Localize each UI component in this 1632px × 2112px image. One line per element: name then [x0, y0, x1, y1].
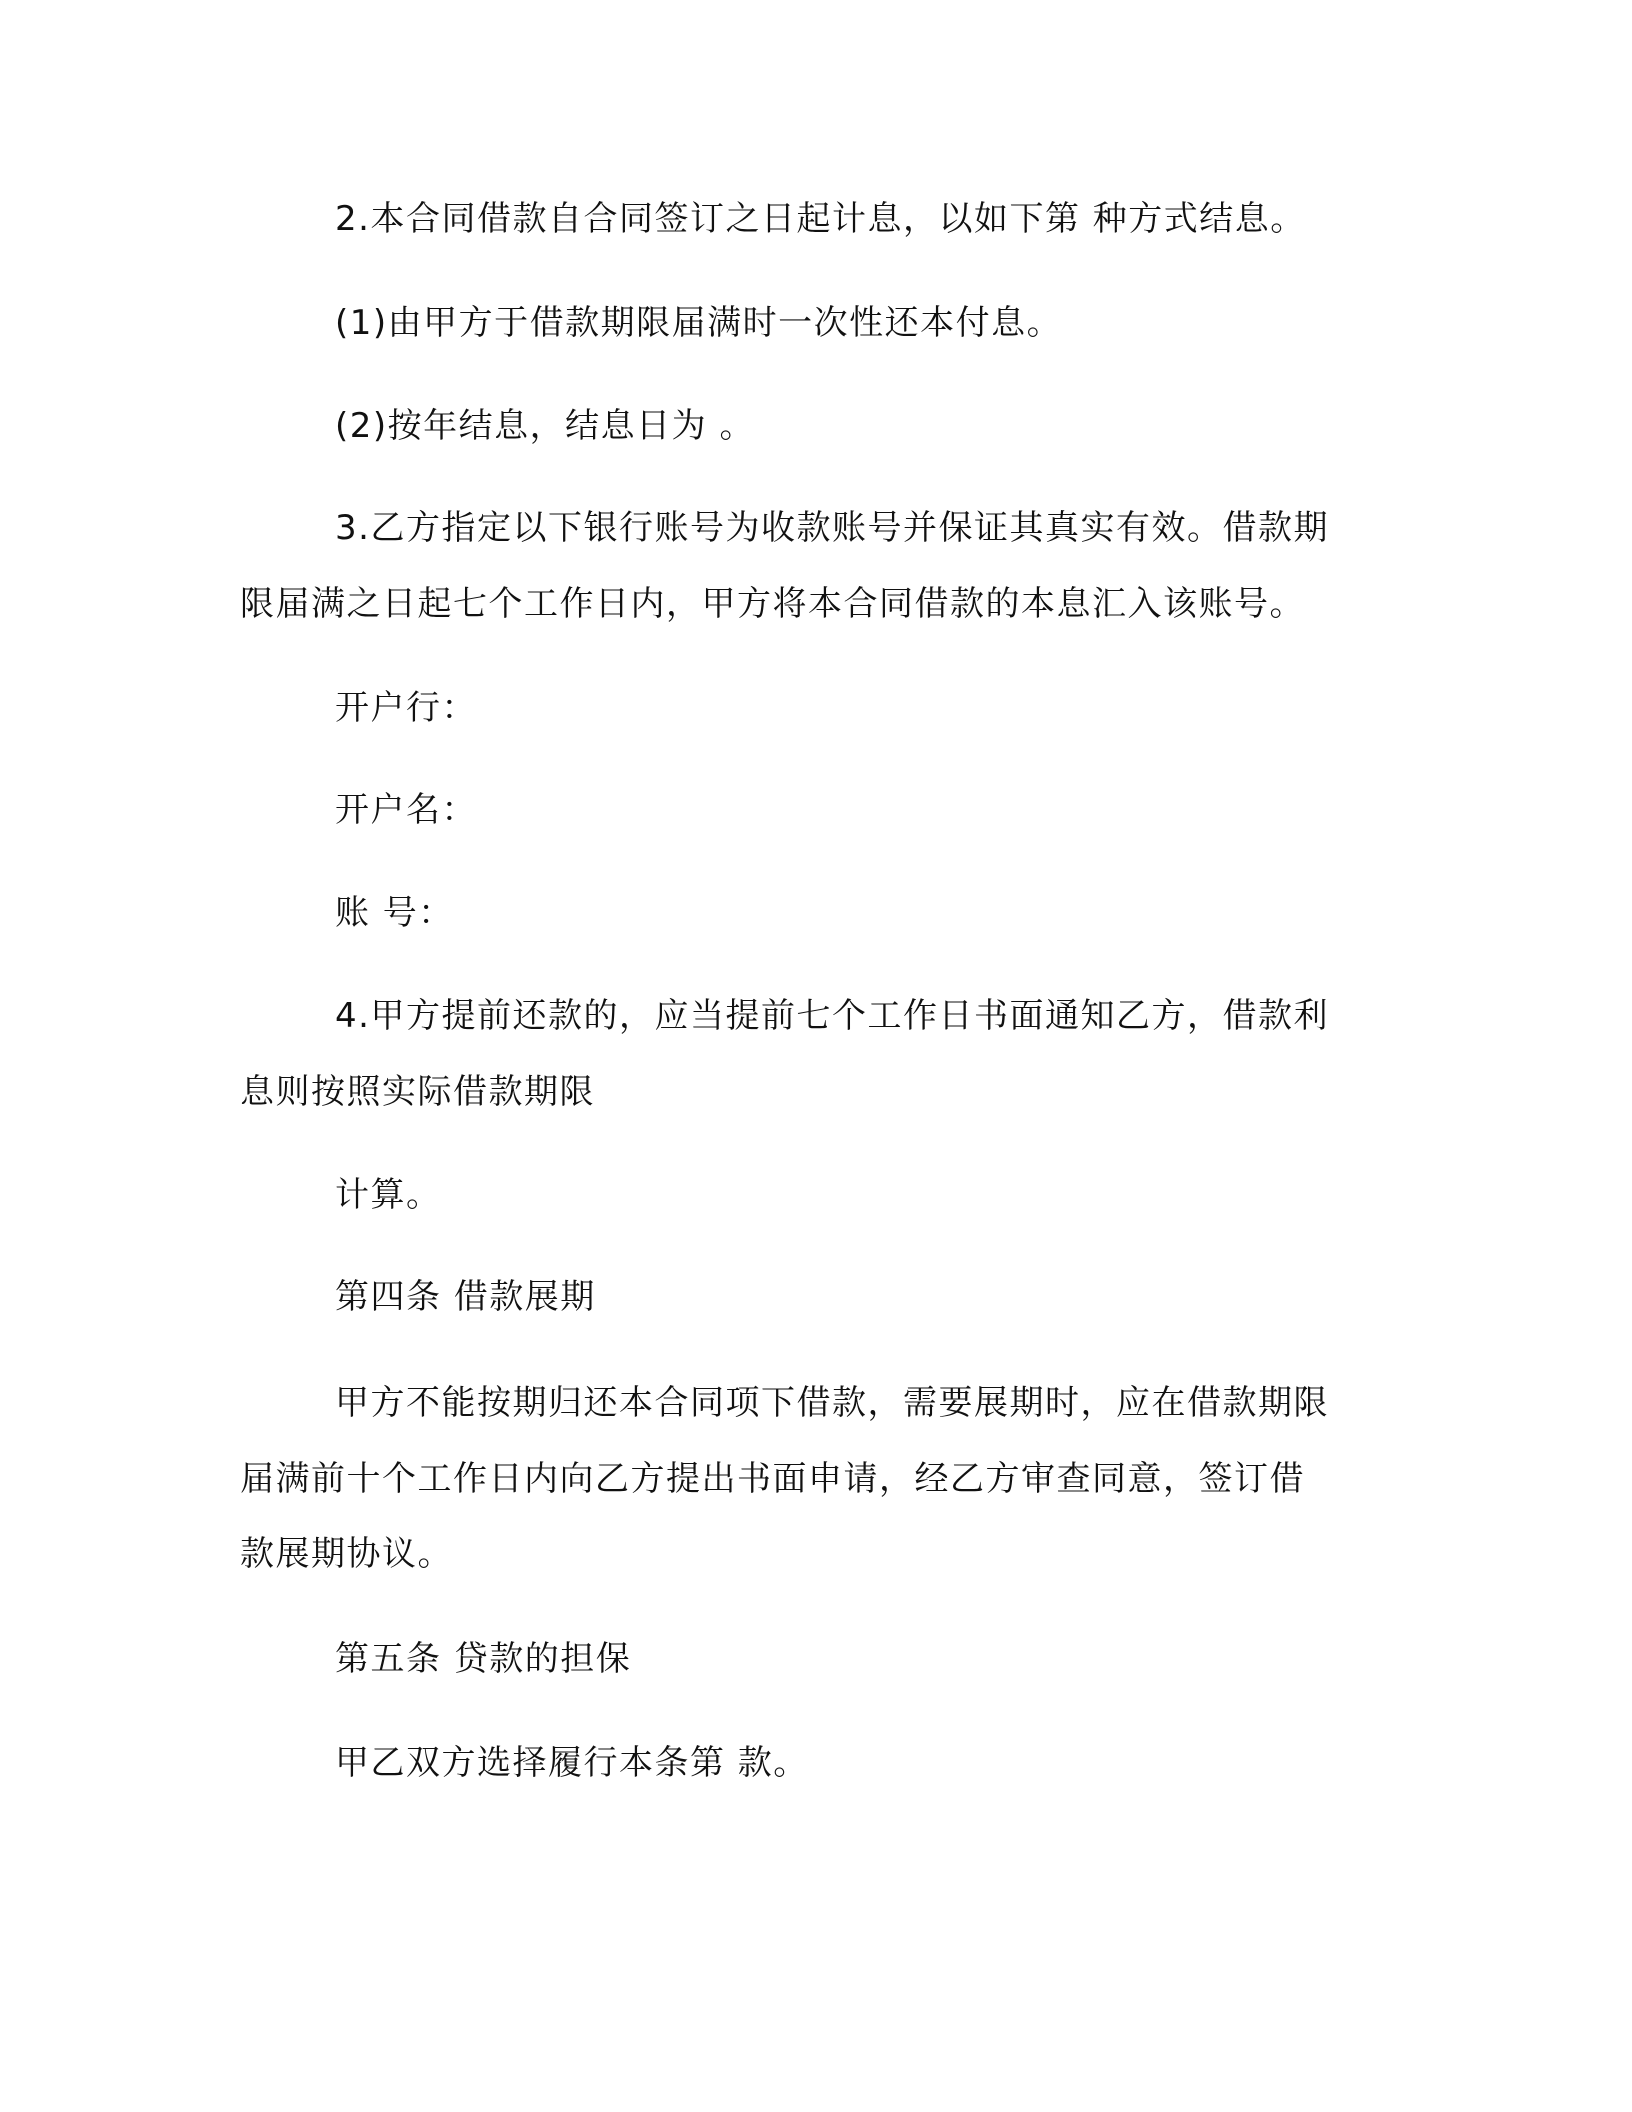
article-4-line-3: 款展期协议。	[240, 1534, 453, 1574]
article-5-heading: 第五条 贷款的担保	[335, 1639, 632, 1679]
option-1-line: (1)由甲方于借款期限届满时一次性还本付息。	[335, 303, 1063, 343]
clause-4-line-3: 计算。	[335, 1175, 442, 1215]
clause-4-line-1: 4.甲方提前还款的，应当提前七个工作日书面通知乙方，借款利	[335, 996, 1329, 1036]
article-4-line-1: 甲方不能按期归还本合同项下借款，需要展期时，应在借款期限	[335, 1383, 1329, 1423]
account-name-label: 开户名：	[335, 790, 477, 830]
clause-2-interest-line: 2.本合同借款自合同签订之日起计息，以如下第 种方式结息。	[335, 199, 1306, 239]
account-number-label: 账 号：	[335, 893, 454, 933]
article-5-line-1: 甲乙双方选择履行本条第 款。	[335, 1743, 809, 1783]
clause-3-line-1: 3.乙方指定以下银行账号为收款账号并保证其真实有效。借款期	[335, 508, 1329, 548]
article-4-heading: 第四条 借款展期	[335, 1277, 596, 1317]
option-2-line: (2)按年结息，结息日为 。	[335, 406, 755, 446]
article-4-line-2: 届满前十个工作日内向乙方提出书面申请，经乙方审查同意，签订借	[240, 1459, 1305, 1499]
bank-name-label: 开户行：	[335, 688, 477, 728]
clause-3-line-2: 限届满之日起七个工作日内，甲方将本合同借款的本息汇入该账号。	[240, 584, 1305, 624]
clause-4-line-2: 息则按照实际借款期限	[240, 1072, 595, 1112]
